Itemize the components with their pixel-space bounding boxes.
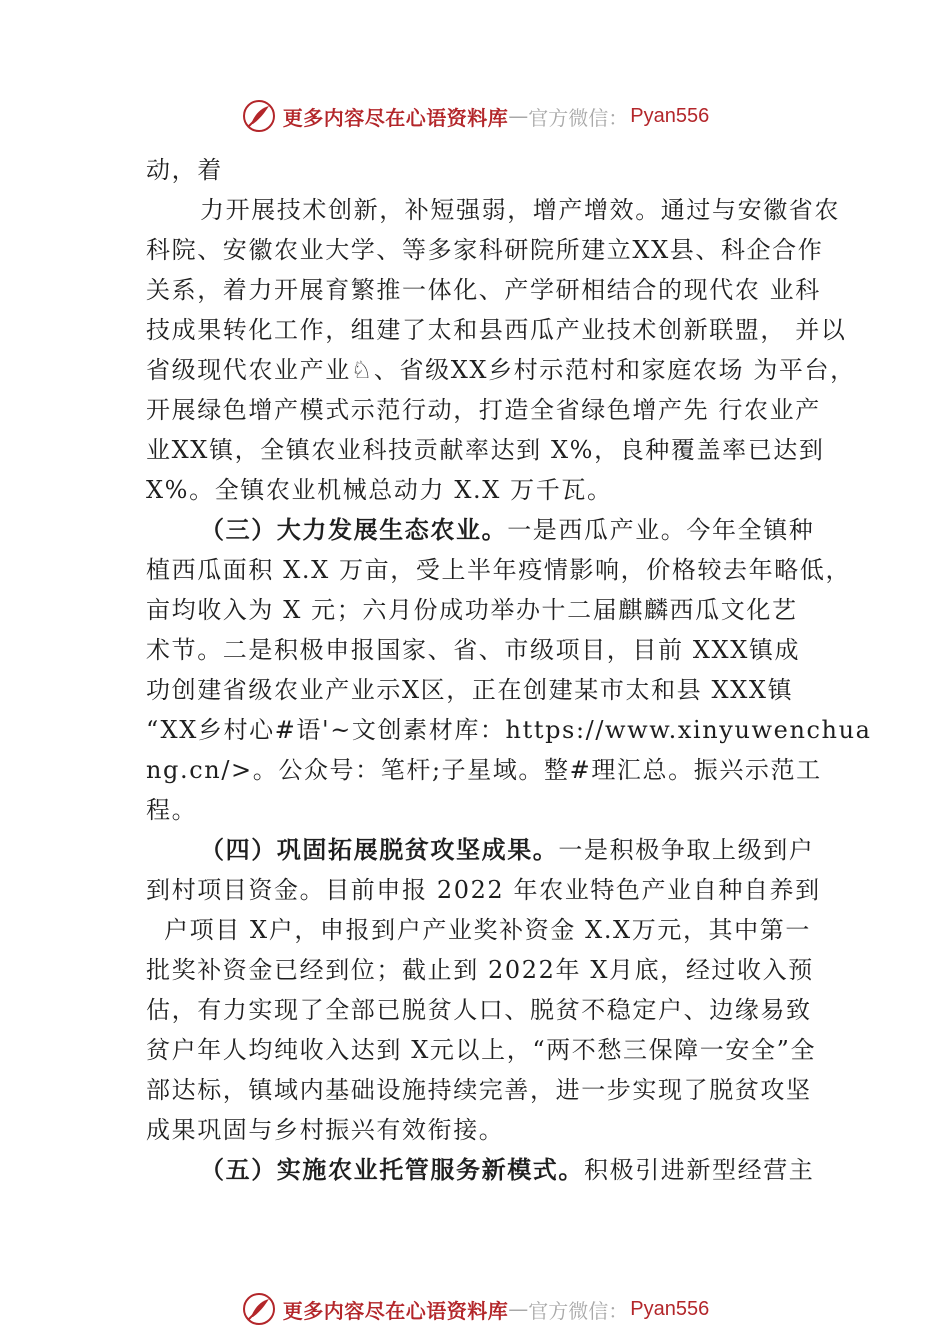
text-line: 力开展技术创新，补短强弱，增产增效。通过与安徽省农 — [200, 196, 840, 224]
quill-logo-icon — [241, 98, 277, 134]
text-line: 成果巩固与乡村振兴有效衔接。 — [146, 1116, 505, 1144]
text-line: 术节。二是积极申报国家、省、市级项目，目前 XXX镇成 — [146, 636, 801, 664]
text-line: “XX乡村心#语'~文创素材库：https://www.xinyuwenchua — [146, 716, 872, 744]
text-line: 到村项目资金。目前申报 2022 年农业特色产业自种自养到 — [146, 876, 821, 904]
text-line: 科院、安徽农业大学、等多家科研院所建立XX县、科企合作 — [146, 236, 824, 264]
text-line: 亩均收入为 X 元；六月份成功举办十二届麒麟西瓜文化艺 — [146, 596, 798, 624]
text-line: X%。全镇农业机械总动力 X.X 万千瓦。 — [146, 476, 613, 504]
section-heading: （五）实施农业托管服务新模式。 — [200, 1155, 584, 1184]
text-span: 一是西瓜产业。今年全镇种 — [507, 516, 815, 544]
text-line: 动，着 — [146, 156, 223, 184]
watermark-wechat-label: 官方微信： — [528, 1298, 629, 1323]
text-line: 户项目 X户，申报到户产业奖补资金 X.X万元，其中第一 — [164, 916, 811, 944]
text-line: 估，有力实现了全部已脱贫人口、脱贫不稳定户、边缘易致 — [146, 996, 812, 1024]
section-line — [146, 1150, 826, 1190]
text-line: 业XX镇，全镇农业科技贡献率达到 X%，良种覆盖率已达到 — [146, 436, 825, 464]
watermark-dash: — — [508, 1297, 529, 1321]
text-line: 关系，着力开展育繁推一体化、产学研相结合的现代农 业科 — [146, 276, 821, 304]
footer-watermark — [0, 1289, 950, 1329]
text-line: 省级现代农业产业♘、省级XX乡村示范村和家庭农场 为平台， — [146, 356, 856, 384]
watermark-wechat-label: 官方微信： — [528, 105, 629, 130]
watermark-title: 更多内容尽在心语资料库 — [282, 1298, 509, 1323]
watermark-wechat-id: Pyan556 — [630, 104, 710, 127]
text-line: 程。 — [146, 796, 198, 824]
watermark-wechat-id: Pyan556 — [630, 1297, 710, 1320]
text-line: 功创建省级农业产业示X区，正在创建某市太和县 XXX镇 — [146, 676, 794, 704]
watermark-title: 更多内容尽在心语资料库 — [282, 105, 509, 130]
document-body — [146, 150, 872, 1190]
section-heading: （三）大力发展生态农业。 — [200, 515, 508, 544]
section-line — [146, 510, 826, 550]
text-span: 一是积极争取上级到户 — [558, 836, 815, 864]
section-line — [146, 830, 826, 870]
text-line: ng.cn/>。公众号：笔杆;子星域。整#理汇总。振兴示范工 — [146, 756, 822, 784]
text-line: 技成果转化工作，组建了太和县西瓜产业技术创新联盟， 并以 — [146, 316, 847, 344]
text-line: 植西瓜面积 X.X 万亩，受上半年疫情影响，价格较去年略低， — [146, 556, 852, 584]
watermark-dash: — — [508, 104, 529, 128]
section-heading: （四）巩固拓展脱贫攻坚成果。 — [200, 835, 559, 864]
header-watermark — [0, 96, 950, 136]
text-line: 开展绿色增产模式示范行动，打造全省绿色增产先 行农业产 — [146, 396, 821, 424]
quill-logo-icon — [241, 1291, 277, 1327]
text-line: 部达标，镇域内基础设施持续完善，进一步实现了脱贫攻坚 — [146, 1076, 812, 1104]
text-line: 贫户年人均纯收入达到 X元以上，“两不愁三保障一安全”全 — [146, 1036, 817, 1064]
text-line: 批奖补资金已经到位；截止到 2022年 X月底，经过收入预 — [146, 956, 814, 984]
text-span: 积极引进新型经营主 — [584, 1156, 815, 1184]
